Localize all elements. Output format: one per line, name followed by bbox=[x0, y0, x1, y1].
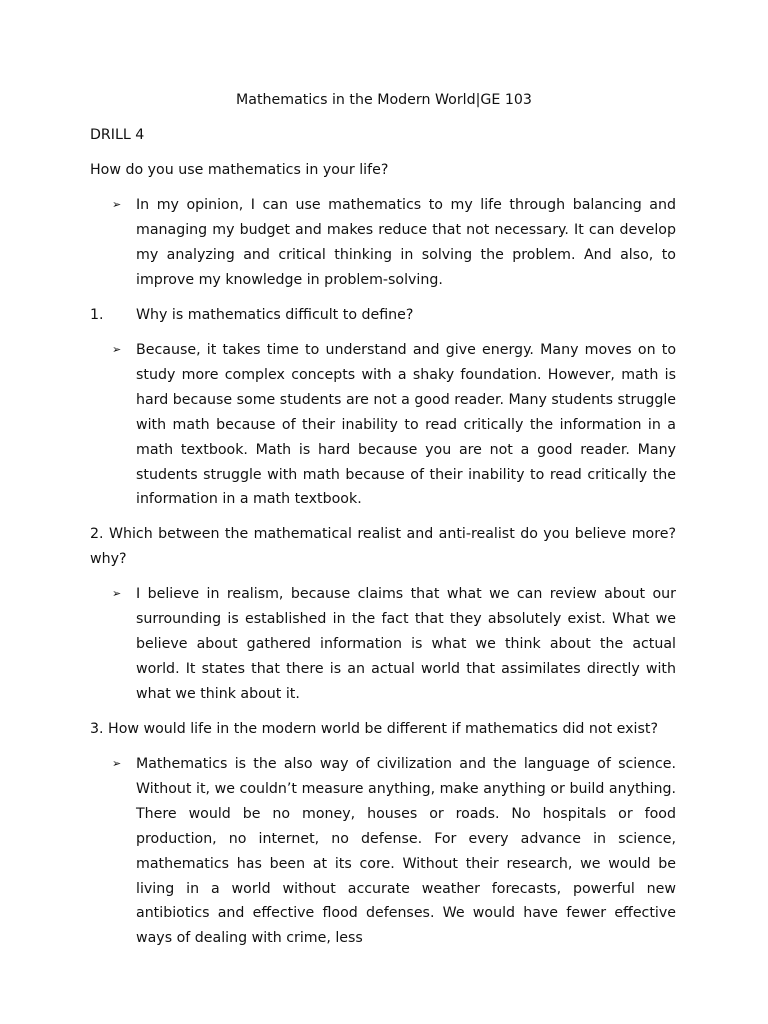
arrow-bullet-icon: ➢ bbox=[112, 198, 122, 211]
answer-1-text: Because, it takes time to understand and give energy. Many moves on to study more complex concepts with a shaky foundation. However, math is hard because some students are not a good reader. Many students struggle with math because of their inability to read critically the information in a math textbook. Math is hard because you are not a good reader. Many students struggle with math because of their inability to read critically the information in a math textbook. bbox=[136, 342, 676, 508]
answer-intro-text: In my opinion, I can use mathematics to my life through balancing and managing my budget and makes reduce that not necessary. It can develop my analyzing and critical thinking in solving the problem. And also, to improve my knowledge in problem-solving. bbox=[136, 197, 676, 288]
answer-1-item bbox=[112, 338, 676, 512]
question-1-number: 1. bbox=[90, 307, 104, 323]
question-2-text: 2. Which between the mathematical realist and anti-realist do you believe more? why? bbox=[90, 526, 676, 567]
document-title: Mathematics in the Modern World|GE 103 bbox=[236, 92, 532, 108]
answer-3-text: Mathematics is the also way of civilization and the language of science. Without it, we couldn’t measure anything, make anything or build anything. There would be no money, houses or roads. No hospitals or food production, no internet, no defense. For every advance in science, mathematics has been at its core. Without their research, we would be living in a world without accurate weather forecasts, powerful new antibiotics and effective flood defenses. We would have fewer effective ways of dealing with crime, less bbox=[136, 756, 676, 947]
arrow-bullet-icon: ➢ bbox=[112, 587, 122, 600]
arrow-bullet-icon: ➢ bbox=[112, 343, 122, 356]
answer-3-item bbox=[112, 752, 676, 951]
arrow-bullet-icon: ➢ bbox=[112, 757, 122, 770]
answer-2-item bbox=[112, 582, 676, 707]
drill-heading: DRILL 4 bbox=[90, 127, 145, 143]
intro-question: How do you use mathematics in your life? bbox=[90, 162, 389, 178]
answer-intro-item bbox=[112, 193, 676, 293]
question-1 bbox=[90, 303, 676, 328]
question-3-text: 3. How would life in the modern world be different if mathematics did not exist? bbox=[90, 721, 658, 737]
question-1-text: Why is mathematics difficult to define? bbox=[136, 307, 414, 323]
answer-2-text: I believe in realism, because claims that what we can review about our surrounding is established in the fact that they absolutely exist. What we believe about gathered information is what we think about the actual world. It states that there is an actual world that assimilates directly with what we think about it. bbox=[136, 586, 676, 702]
